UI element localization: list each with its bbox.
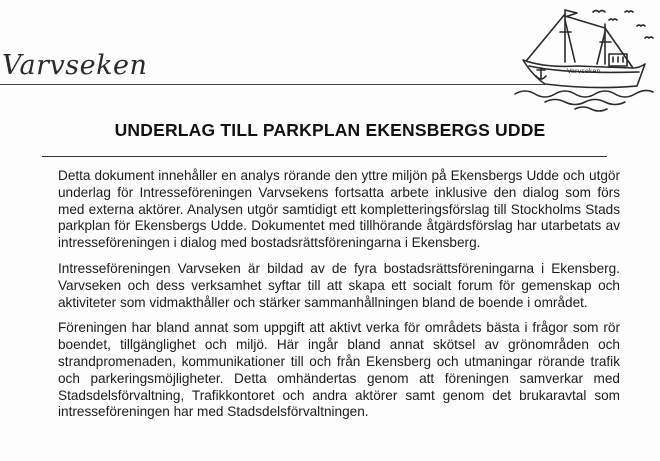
title-divider — [42, 156, 607, 157]
paragraph: Detta dokument innehåller en analys rörande den yttre miljön på Ekensbergs Udde och utgör underlag för Intresseföreningen Varvsekens fortsatta arbete inklusive den dialog som förs med externa aktörer. Analysen utgör samtidigt ett kompletteringsförslag till Stockholms Stads parkplan för Ekensbergs Udde. Dokumentet med tillhörande åtgärdsförslag har utarbetats av intresseföreningen i dialog med bostadsrättsföreningarna i Ekensberg. — [58, 168, 620, 251]
document-body — [58, 168, 620, 430]
page-title: UNDERLAG TILL PARKPLAN EKENSBERGS UDDE — [114, 120, 546, 140]
paragraph: Föreningen har bland annat som uppgift att aktivt verka för områdets bästa i frågor som rör boendet, tillgänglighet och miljö. Här ingår bland annat skötsel av grönområden och strandpromenaden, kommunikationer till och från Ekensberg och utmaningar rörande trafik och parkeringsmöjligheter. Detta omhändertas genom att föreningen samverkar med Stadsdelsförvaltning, Trafikkontoret och andra aktörer samt genom det brukaravtal som intresseföreningen har med Stadsdelsförvaltningen. — [58, 320, 620, 420]
boat-icon — [505, 2, 655, 117]
brand-name: Varvseken — [2, 50, 148, 81]
paragraph: Intresseföreningen Varvseken är bildad av de fyra bostadsrättsföreningarna i Ekensberg. Varvseken och dess verksamhet syftar till att skapa ett socialt forum för gemenskap och aktiviteter som vidmakthåller och stärker sammanhållningen bland de boende i området. — [58, 260, 620, 310]
logo-boat-name: Varvseken — [567, 67, 601, 75]
header-divider — [0, 84, 545, 85]
